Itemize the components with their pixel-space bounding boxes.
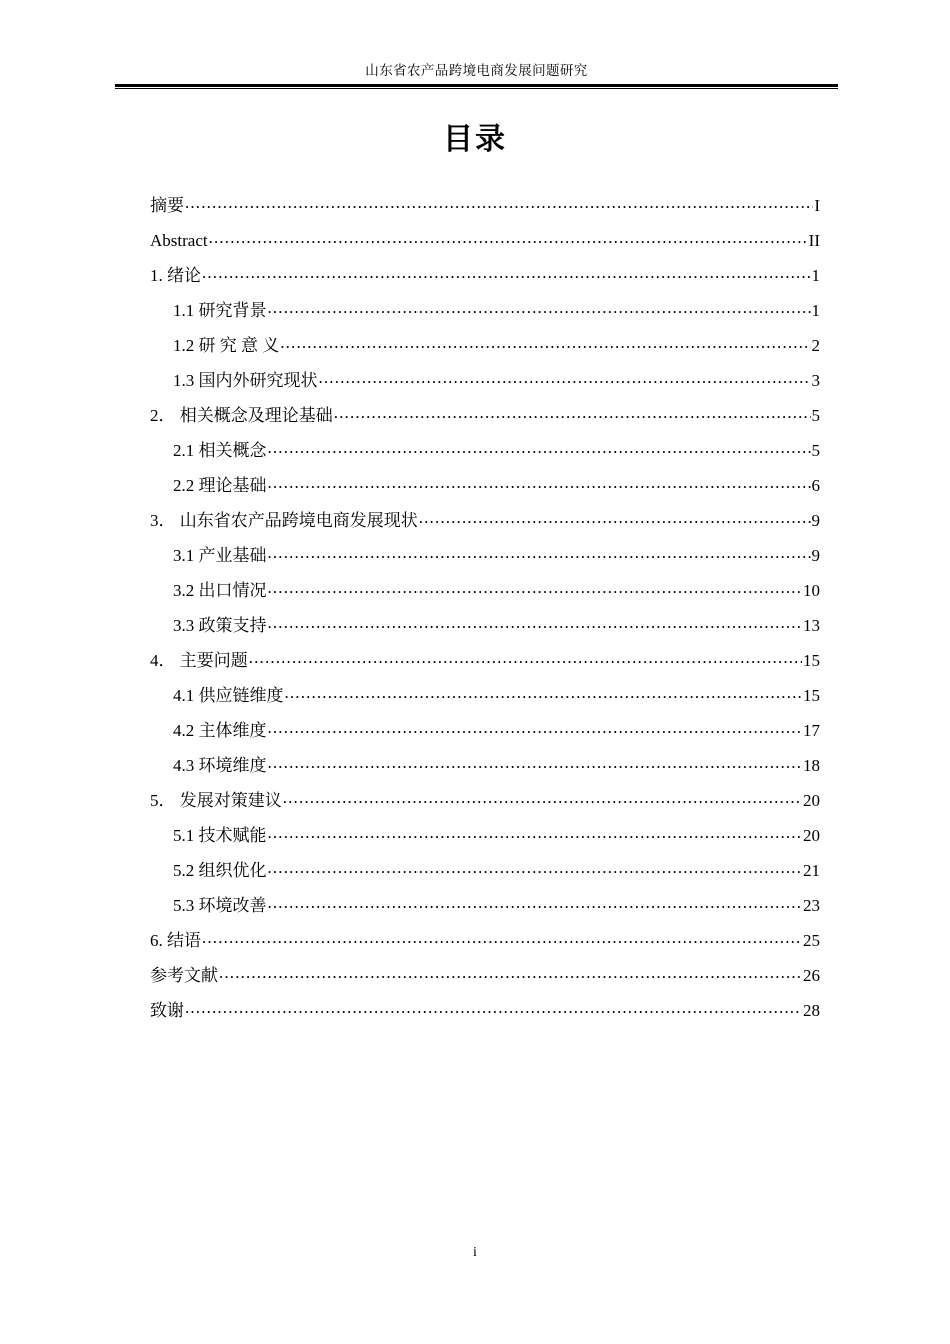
toc-dot-leader [334,404,811,421]
toc-entry[interactable] [150,468,820,503]
toc-entry[interactable] [150,363,820,398]
toc-entry-page-number: 9 [811,511,820,530]
toc-entry-label: 5． 发展对策建议 [150,791,282,810]
toc-entry[interactable] [150,818,820,853]
toc-entry[interactable] [150,398,820,433]
toc-entry-label: 2． 相关概念及理论基础 [150,406,333,425]
toc-dot-leader [268,859,803,876]
toc-entry-label: 参考文献 [150,966,218,985]
toc-entry[interactable] [150,503,820,538]
toc-dot-leader [268,579,803,596]
toc-dot-leader [219,964,802,981]
toc-entry-label: 2.2 理论基础 [173,476,267,495]
toc-entry[interactable] [150,538,820,573]
toc-dot-leader [202,929,802,946]
toc-entry-page-number: 28 [803,1001,820,1020]
page-title: 目录 [443,122,507,157]
footer-page-number: i [473,1245,477,1260]
toc-dot-leader [268,894,803,911]
toc-entry[interactable] [150,748,820,783]
toc-dot-leader [280,334,810,351]
toc-entry-page-number: 13 [803,616,820,635]
toc-entry[interactable] [150,888,820,923]
toc-entry-label: 5.2 组织优化 [173,861,267,880]
toc-dot-leader [268,299,811,316]
toc-dot-leader [249,649,802,666]
toc-entry-label: 致谢 [150,1001,184,1020]
toc-entry[interactable] [150,993,820,1028]
toc-entry-label: 3.1 产业基础 [173,546,267,565]
toc-entry-page-number: 17 [803,721,820,740]
toc-entry[interactable] [150,853,820,888]
toc-entry[interactable] [150,188,820,223]
toc-entry[interactable] [150,643,820,678]
toc-dot-leader [185,999,802,1016]
page-header [115,62,838,89]
toc-entry-page-number: 1 [811,301,820,320]
toc-dot-leader [185,194,813,211]
toc-entry[interactable] [150,573,820,608]
toc-entry[interactable] [150,678,820,713]
toc-entry-label: 3.3 政策支持 [173,616,267,635]
toc-entry-label: 摘要 [150,196,184,215]
toc-entry[interactable] [150,258,820,293]
toc-entry-page-number: 1 [811,266,820,285]
toc-entry-page-number: 23 [803,896,820,915]
toc-entry-page-number: 18 [803,756,820,775]
toc-entry[interactable] [150,223,820,258]
toc-dot-leader [268,754,803,771]
running-header-title: 山东省农产品跨境电商发展问题研究 [365,63,588,78]
toc-dot-leader [209,229,808,246]
toc-dot-leader [268,474,811,491]
toc-entry-page-number: 15 [803,686,820,705]
toc-entry-page-number: 20 [803,826,820,845]
toc-entry-page-number: 20 [803,791,820,810]
toc-entry[interactable] [150,293,820,328]
toc-dot-leader [268,614,803,631]
toc-dot-leader [319,369,811,386]
toc-entry-page-number: 10 [803,581,820,600]
toc-entry-page-number: II [808,231,820,250]
toc-dot-leader [283,789,802,806]
toc-dot-leader [285,684,803,701]
toc-entry-label: 2.1 相关概念 [173,441,267,460]
toc-entry-page-number: 9 [811,546,820,565]
toc-entry-label: 3． 山东省农产品跨境电商发展现状 [150,511,418,530]
toc-entry-label: 4.3 环境维度 [173,756,267,775]
toc-dot-leader [419,509,811,526]
toc-dot-leader [268,439,811,456]
toc-entry-page-number: 2 [811,336,820,355]
toc-entry-label: 1.2 研 究 意 义 [173,336,280,355]
toc-entry-page-number: 6 [811,476,820,495]
toc-entry[interactable] [150,783,820,818]
toc-entry-page-number: 5 [811,406,820,425]
toc-entry-label: 1.3 国内外研究现状 [173,371,318,390]
toc-entry-label: 1. 绪论 [150,266,201,285]
toc-entry-label: 4.2 主体维度 [173,721,267,740]
toc-entry-page-number: 21 [803,861,820,880]
toc-entry-label: 3.2 出口情况 [173,581,267,600]
toc-entry-page-number: 25 [803,931,820,950]
toc-dot-leader [202,264,811,281]
toc-entry[interactable] [150,923,820,958]
toc-entry-page-number: 3 [811,371,820,390]
toc-entry-label: 5.3 环境改善 [173,896,267,915]
toc-entry-label: 1.1 研究背景 [173,301,267,320]
toc-entry-page-number: I [814,196,820,215]
toc-entry[interactable] [150,433,820,468]
toc-entry-page-number: 15 [803,651,820,670]
toc-entry-label: 6. 结语 [150,931,201,950]
toc-entry-label: 4． 主要问题 [150,651,248,670]
toc-entry-label: 5.1 技术赋能 [173,826,267,845]
toc-dot-leader [268,544,811,561]
table-of-contents [150,188,820,1028]
toc-entry-label: Abstract [150,231,208,250]
toc-dot-leader [268,719,803,736]
toc-dot-leader [268,824,803,841]
header-divider-rule [115,84,838,89]
toc-entry[interactable] [150,958,820,993]
toc-entry[interactable] [150,608,820,643]
toc-entry-page-number: 5 [811,441,820,460]
toc-entry[interactable] [150,713,820,748]
toc-entry[interactable] [150,328,820,363]
toc-entry-page-number: 26 [803,966,820,985]
toc-entry-label: 4.1 供应链维度 [173,686,284,705]
